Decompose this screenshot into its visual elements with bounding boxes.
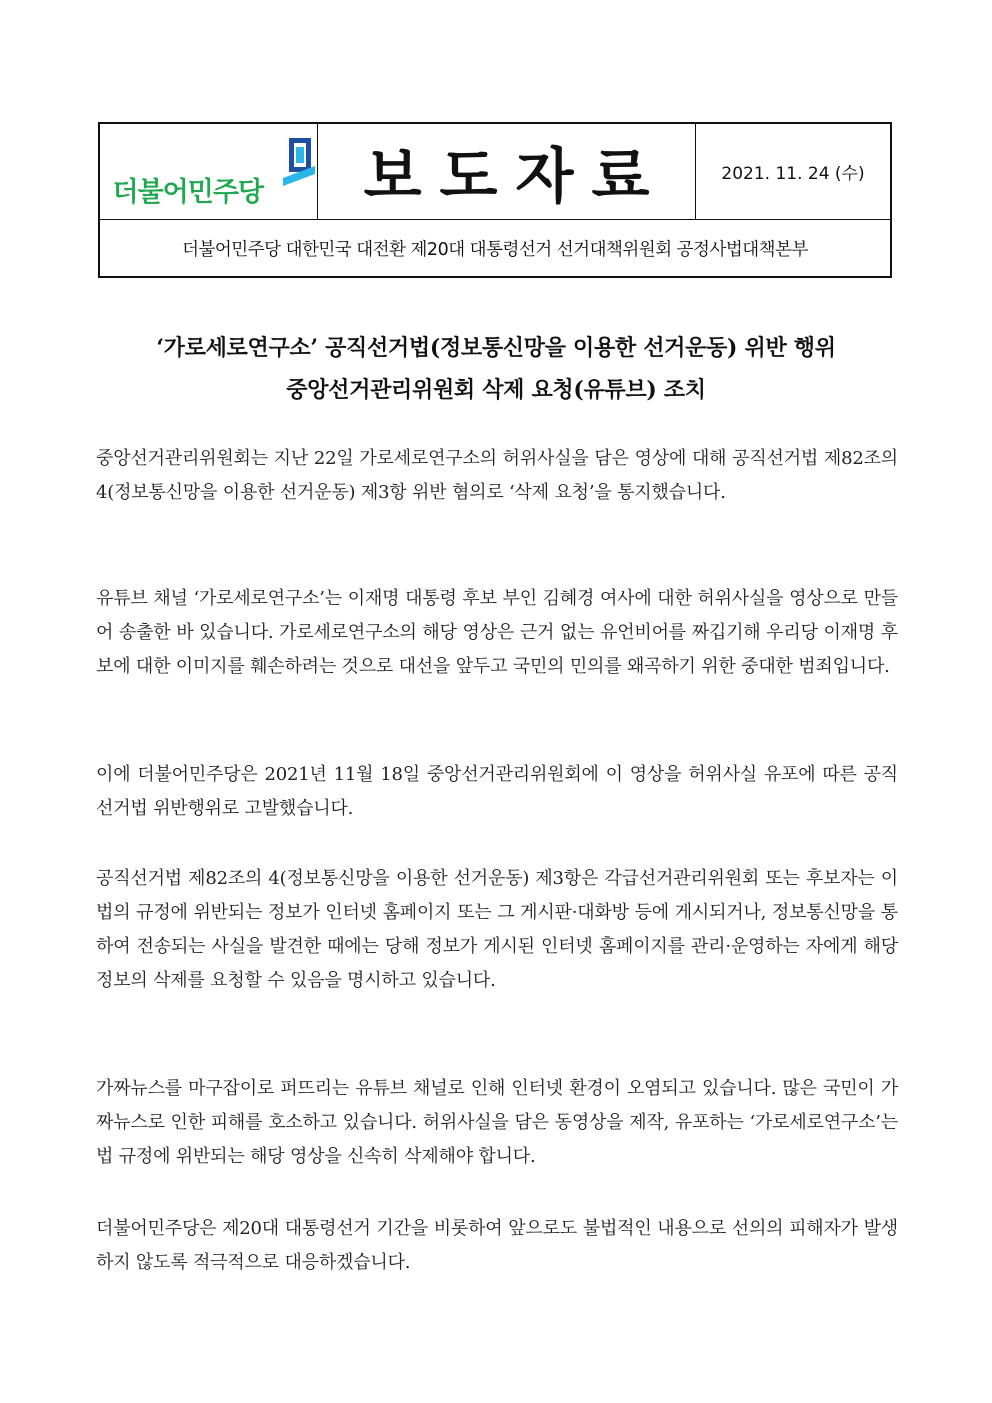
party-emblem-icon	[283, 138, 315, 186]
header-top-row	[100, 124, 890, 220]
title-cell	[318, 124, 696, 219]
date-cell	[696, 124, 890, 219]
headline-line-1: ‘가로세로연구소’ 공직선거법(정보통신망을 이용한 선거운동) 위반 행위	[156, 335, 836, 361]
body-paragraph-6: 더불어민주당은 제20대 대통령선거 기간을 비롯하여 앞으로도 불법적인 내용으로 선의의 피해자가 발생하지 않도록 적극적으로 대응하겠습니다.	[96, 1218, 898, 1273]
body-paragraph-3: 이에 더불어민주당은 2021년 11월 18일 중앙선거관리위원회에 이 영상을 허위사실 유포에 따른 공직선거법 위반행위로 고발했습니다.	[96, 764, 898, 819]
body-paragraph-5: 가짜뉴스를 마구잡이로 퍼뜨리는 유튜브 채널로 인해 인터넷 환경이 오염되고 있습니다. 많은 국민이 가짜뉴스로 인한 피해를 호소하고 있습니다. 허위사실을 담은 동영상을 제작, 유포하는 ‘가로세로연구소’는 법 규정에 위반되는 해당 영상을 신속히 삭제해야 합니다.	[96, 1078, 898, 1167]
body-paragraph-1: 중앙선거관리위원회는 지난 22일 가로세로연구소의 허위사실을 담은 영상에 대해 공직선거법 제82조의 4(정보통신망을 이용한 선거운동) 제3항 위반 혐의로 ‘삭제 요청’을 통지했습니다.	[96, 448, 898, 503]
document-title: 보도자료	[363, 141, 668, 212]
body-paragraph-4: 공직선거법 제82조의 4(정보통신망을 이용한 선거운동) 제3항은 각급선거관리위원회 또는 후보자는 이 법의 규정에 위반되는 정보가 인터넷 홈페이지 또는 그 게시판·대화방 등에 게시되거나, 정보통신망을 통하여 전송되는 사실을 발견한 때에는 당해 정보가 게시된 인터넷 홈페이지를 관리·운영하는 자에게 해당 정보의 삭제를 요청할 수 있음을 명시하고 있습니다.	[96, 868, 898, 991]
header-bottom-row	[100, 220, 890, 276]
release-date: 2021. 11. 24 (수)	[721, 164, 865, 184]
organization-name: 더불어민주당 대한민국 대전환 제20대 대통령선거 선거대책위원회 공정사법대책본부	[182, 239, 808, 260]
party-logo	[109, 134, 309, 210]
headline-line-2: 중앙선거관리위원회 삭제 요청(유튜브) 조치	[286, 377, 706, 403]
logo-cell	[100, 124, 318, 219]
body-paragraph-2: 유튜브 채널 ‘가로세로연구소’는 이재명 대통령 후보 부인 김혜경 여사에 대한 허위사실을 영상으로 만들어 송출한 바 있습니다. 가로세로연구소의 해당 영상은 근거 없는 유언비어를 짜깁기해 우리당 이재명 후보에 대한 이미지를 훼손하려는 것으로 대선을 앞두고 국민의 민의를 왜곡하기 위한 중대한 범죄입니다.	[96, 588, 898, 677]
press-release-header	[98, 122, 892, 278]
party-logo-text: 더불어민주당	[112, 176, 263, 208]
